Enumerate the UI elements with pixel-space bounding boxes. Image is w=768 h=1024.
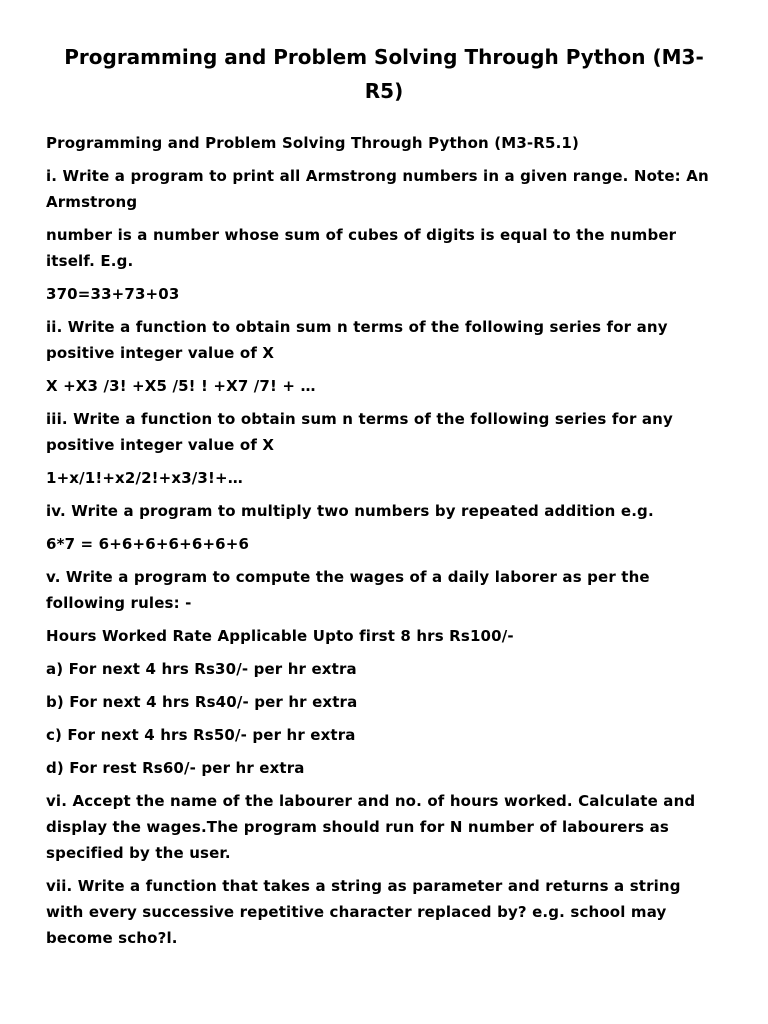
question-6-text: vi. Accept the name of the labourer and no. of hours worked. Calculate and display the wages.The program should run for N number of labourers as specified by the user. — [46, 792, 696, 862]
question-4-example: 6*7 = 6+6+6+6+6+6+6 — [46, 535, 250, 553]
question-1-note: number is a number whose sum of cubes of digits is equal to the number itself. E.g. — [46, 226, 677, 270]
question-3-text: iii. Write a function to obtain sum n terms of the following series for any positive integer value of X — [46, 410, 673, 454]
wage-rule-d: d) For rest Rs60/- per hr extra — [46, 759, 305, 777]
question-5-text: v. Write a program to compute the wages of a daily laborer as per the following rules: - — [46, 568, 650, 612]
question-3-series: 1+x/1!+x2/2!+x3/3!+… — [46, 469, 243, 487]
wage-rule-a: a) For next 4 hrs Rs30/- per hr extra — [46, 660, 357, 678]
question-1-text: i. Write a program to print all Armstrong numbers in a given range. Note: An Armstrong — [46, 167, 709, 211]
document-title: Programming and Problem Solving Through Python (M3-R5) — [64, 45, 704, 103]
question-4-text: iv. Write a program to multiply two numbers by repeated addition e.g. — [46, 502, 654, 520]
course-subtitle: Programming and Problem Solving Through Python (M3-R5.1) — [46, 134, 580, 152]
question-1-example: 370=33+73+03 — [46, 285, 180, 303]
question-2-text: ii. Write a function to obtain sum n terms of the following series for any positive integer value of X — [46, 318, 668, 362]
wage-rule-base: Hours Worked Rate Applicable Upto first 8 hrs Rs100/- — [46, 627, 514, 645]
wage-rule-b: b) For next 4 hrs Rs40/- per hr extra — [46, 693, 358, 711]
wage-rule-c: c) For next 4 hrs Rs50/- per hr extra — [46, 726, 356, 744]
question-2-series: X +X3 /3! +X5 /5! ! +X7 /7! + … — [46, 377, 316, 395]
question-7-text: vii. Write a function that takes a string as parameter and returns a string with every successive repetitive character replaced by? e.g. school may become scho?l. — [46, 877, 681, 947]
